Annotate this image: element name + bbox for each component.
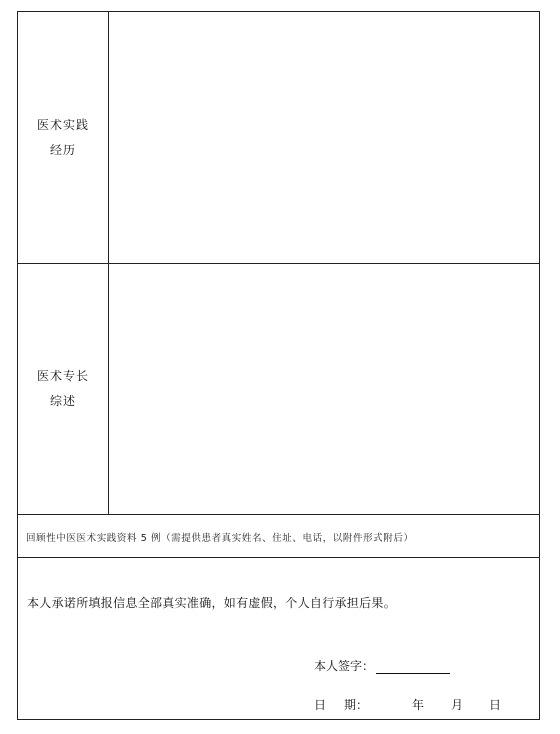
date-day: 日 <box>489 698 502 712</box>
specialty-summary-field[interactable] <box>109 264 539 514</box>
pledge-row <box>18 558 539 719</box>
date-month: 月 <box>451 698 464 712</box>
date-label-day: 日 <box>314 698 327 712</box>
case-materials-row <box>18 515 539 558</box>
practice-experience-label <box>37 113 89 163</box>
practice-experience-label-cell <box>18 12 109 263</box>
signature-label: 本人签字： <box>314 659 375 673</box>
practice-experience-field[interactable] <box>109 12 539 263</box>
specialty-summary-label-line2: 综述 <box>49 394 76 408</box>
date-label-qi: 期： <box>344 698 369 712</box>
practice-experience-row <box>18 12 539 264</box>
specialty-summary-row <box>18 264 539 515</box>
pledge-text: 本人承诺所填报信息全部真实准确，如有虚假，个人自行承担后果。 <box>27 596 397 610</box>
signature-line <box>314 657 450 674</box>
specialty-summary-label <box>37 364 89 414</box>
case-materials-note: 回顾性中医医术实践资料 5 例（需提供患者真实姓名、住址、电话，以附件形式附后） <box>26 533 414 544</box>
application-form-table <box>17 11 540 720</box>
date-year: 年 <box>412 698 425 712</box>
specialty-summary-label-cell <box>18 264 109 514</box>
practice-experience-label-line2: 经历 <box>49 142 76 157</box>
practice-experience-label-line1: 医术实践 <box>36 117 89 132</box>
signature-blank[interactable] <box>376 661 450 674</box>
specialty-summary-label-line1: 医术专长 <box>36 369 89 383</box>
